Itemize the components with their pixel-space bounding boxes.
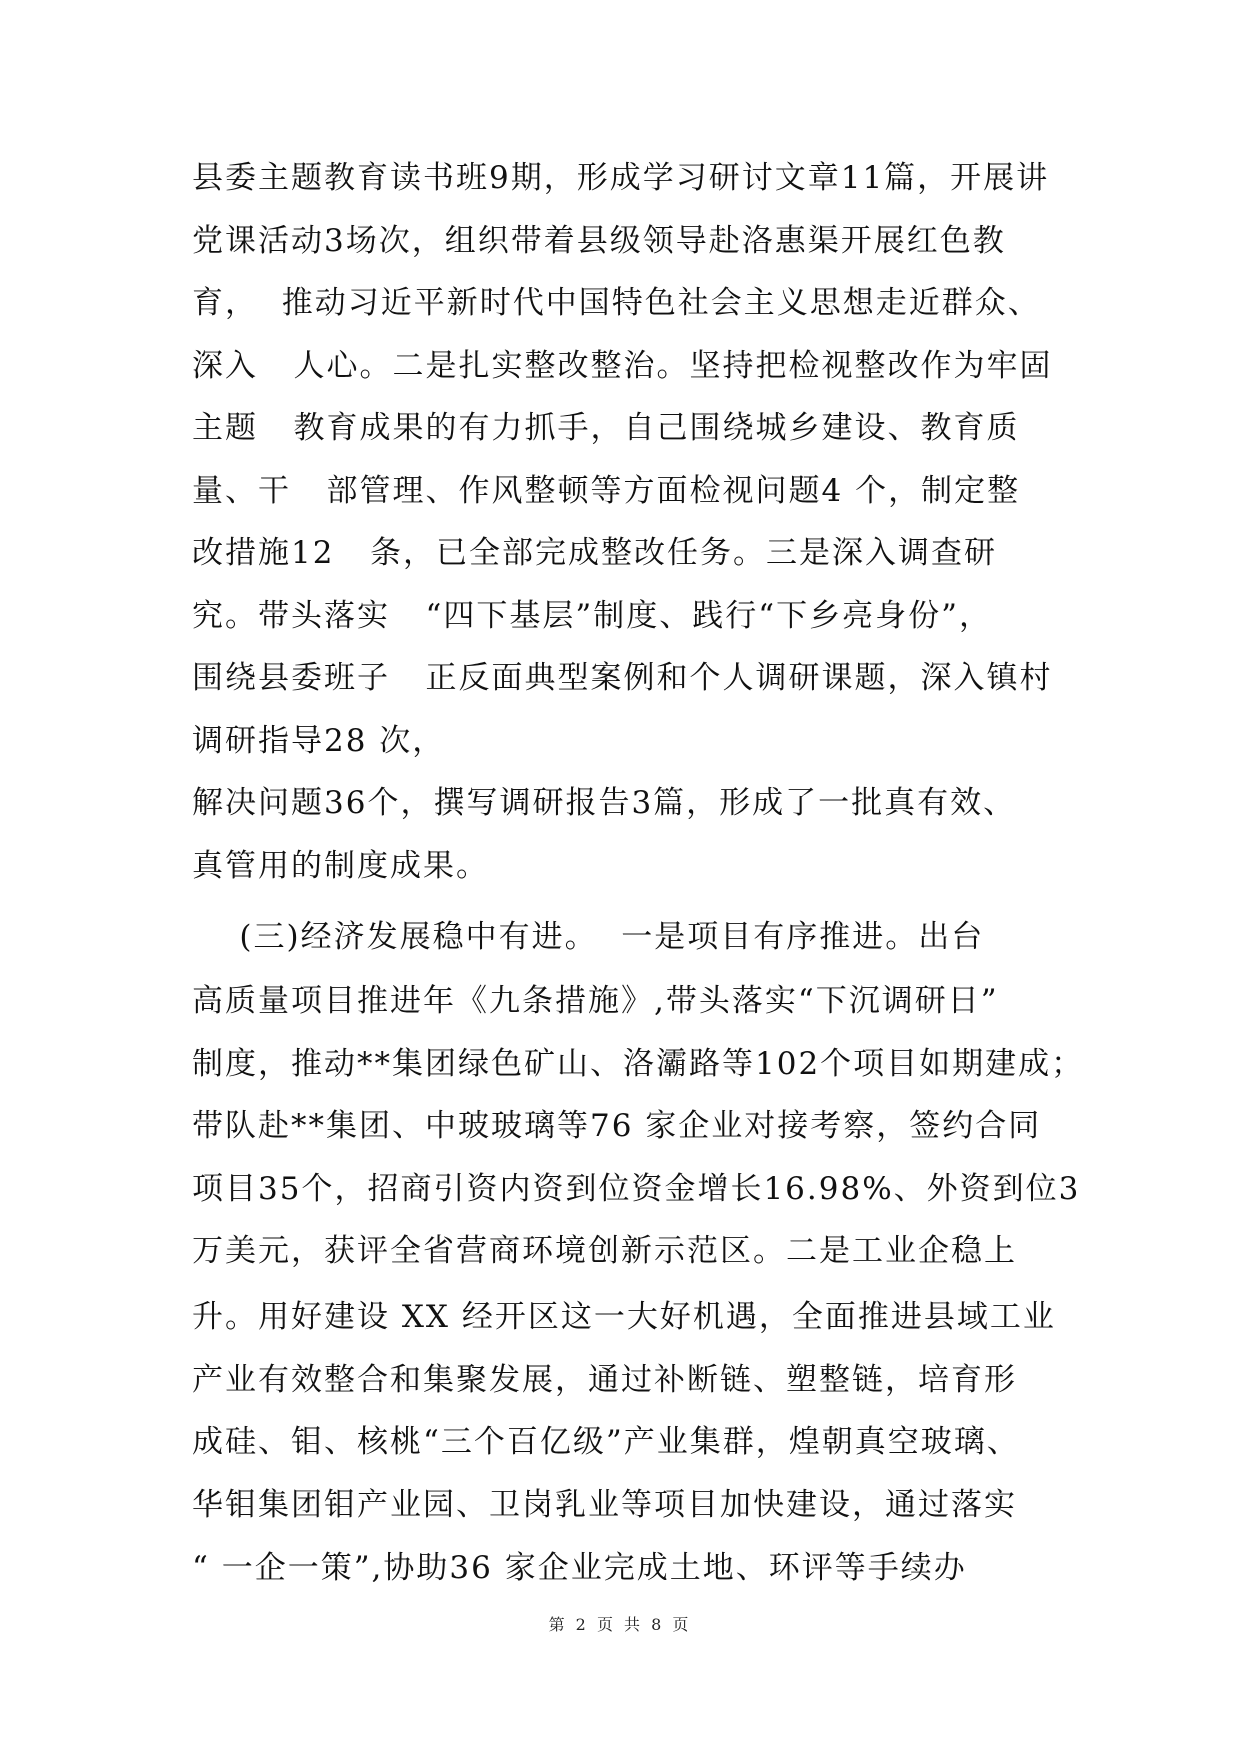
body-text-line: 华钼集团钼产业园、卫岗乳业等项目加快建设，通过落实	[192, 1487, 1017, 1523]
body-text-line: 项目35个，招商引资内资到位资金增长16.98%、外资到位3	[192, 1171, 1081, 1207]
body-text-line: 改措施12 条，已全部完成整改任务。三是深入调查研	[192, 535, 998, 571]
body-text-line: 升。用好建设 XX 经开区这一大好机遇，全面推进县域工业	[192, 1299, 1056, 1335]
page-footer: 第 2 页 共 8 页	[548, 1615, 692, 1634]
body-text-line: 县委主题教育读书班9期，形成学习研讨文章11篇，开展讲	[192, 160, 1050, 196]
body-text-line: 围绕县委班子 正反面典型案例和个人调研课题，深入镇村	[192, 660, 1053, 696]
body-text-line: 真管用的制度成果。	[192, 848, 489, 884]
body-text-line: 万美元，获评全省营商环境创新示范区。二是工业企稳上	[192, 1233, 1017, 1269]
body-text-line: 解决问题36个，撰写调研报告3篇，形成了一批真有效、	[192, 785, 1017, 821]
body-text-line: 产业有效整合和集聚发展，通过补断链、塑整链，培育形	[192, 1362, 1017, 1398]
body-text-line: 成硅、钼、核桃“三个百亿级”产业集群，煌朝真空玻璃、	[192, 1424, 1020, 1460]
body-text-line: 高质量项目推进年《九条措施》,带头落实“下沉调研日”	[192, 983, 999, 1019]
body-text-line: 调研指导28 次，	[192, 723, 446, 759]
body-text-line: 深入 人心。二是扎实整改整治。坚持把检视整改作为牢固	[192, 348, 1053, 384]
body-text-line: 党课活动3场次，组织带着县级领导赴洛惠渠开展红色教	[192, 223, 1006, 259]
section-heading-line: (三)经济发展稳中有进。 一是项目有序推进。出台	[192, 919, 985, 955]
body-text-line: 主题 教育成果的有力抓手，自己围绕城乡建设、教育质	[192, 410, 1020, 446]
body-text-line: 制度，推动**集团绿色矿山、洛灞路等102个项目如期建成；	[192, 1046, 1085, 1082]
body-text-line: 带队赴**集团、中玻玻璃等76 家企业对接考察，签约合同	[192, 1108, 1042, 1144]
body-text-line: 育， 推动习近平新时代中国特色社会主义思想走近群众、	[192, 285, 1041, 321]
body-text-line: 究。带头落实 “四下基层”制度、践行“下乡亮身份”，	[192, 598, 992, 634]
body-text-line: “ 一企一策”,协助36 家企业完成土地、环评等手续办	[192, 1550, 967, 1586]
body-text-line: 量、干 部管理、作风整顿等方面检视问题4 个，制定整	[192, 473, 1021, 509]
